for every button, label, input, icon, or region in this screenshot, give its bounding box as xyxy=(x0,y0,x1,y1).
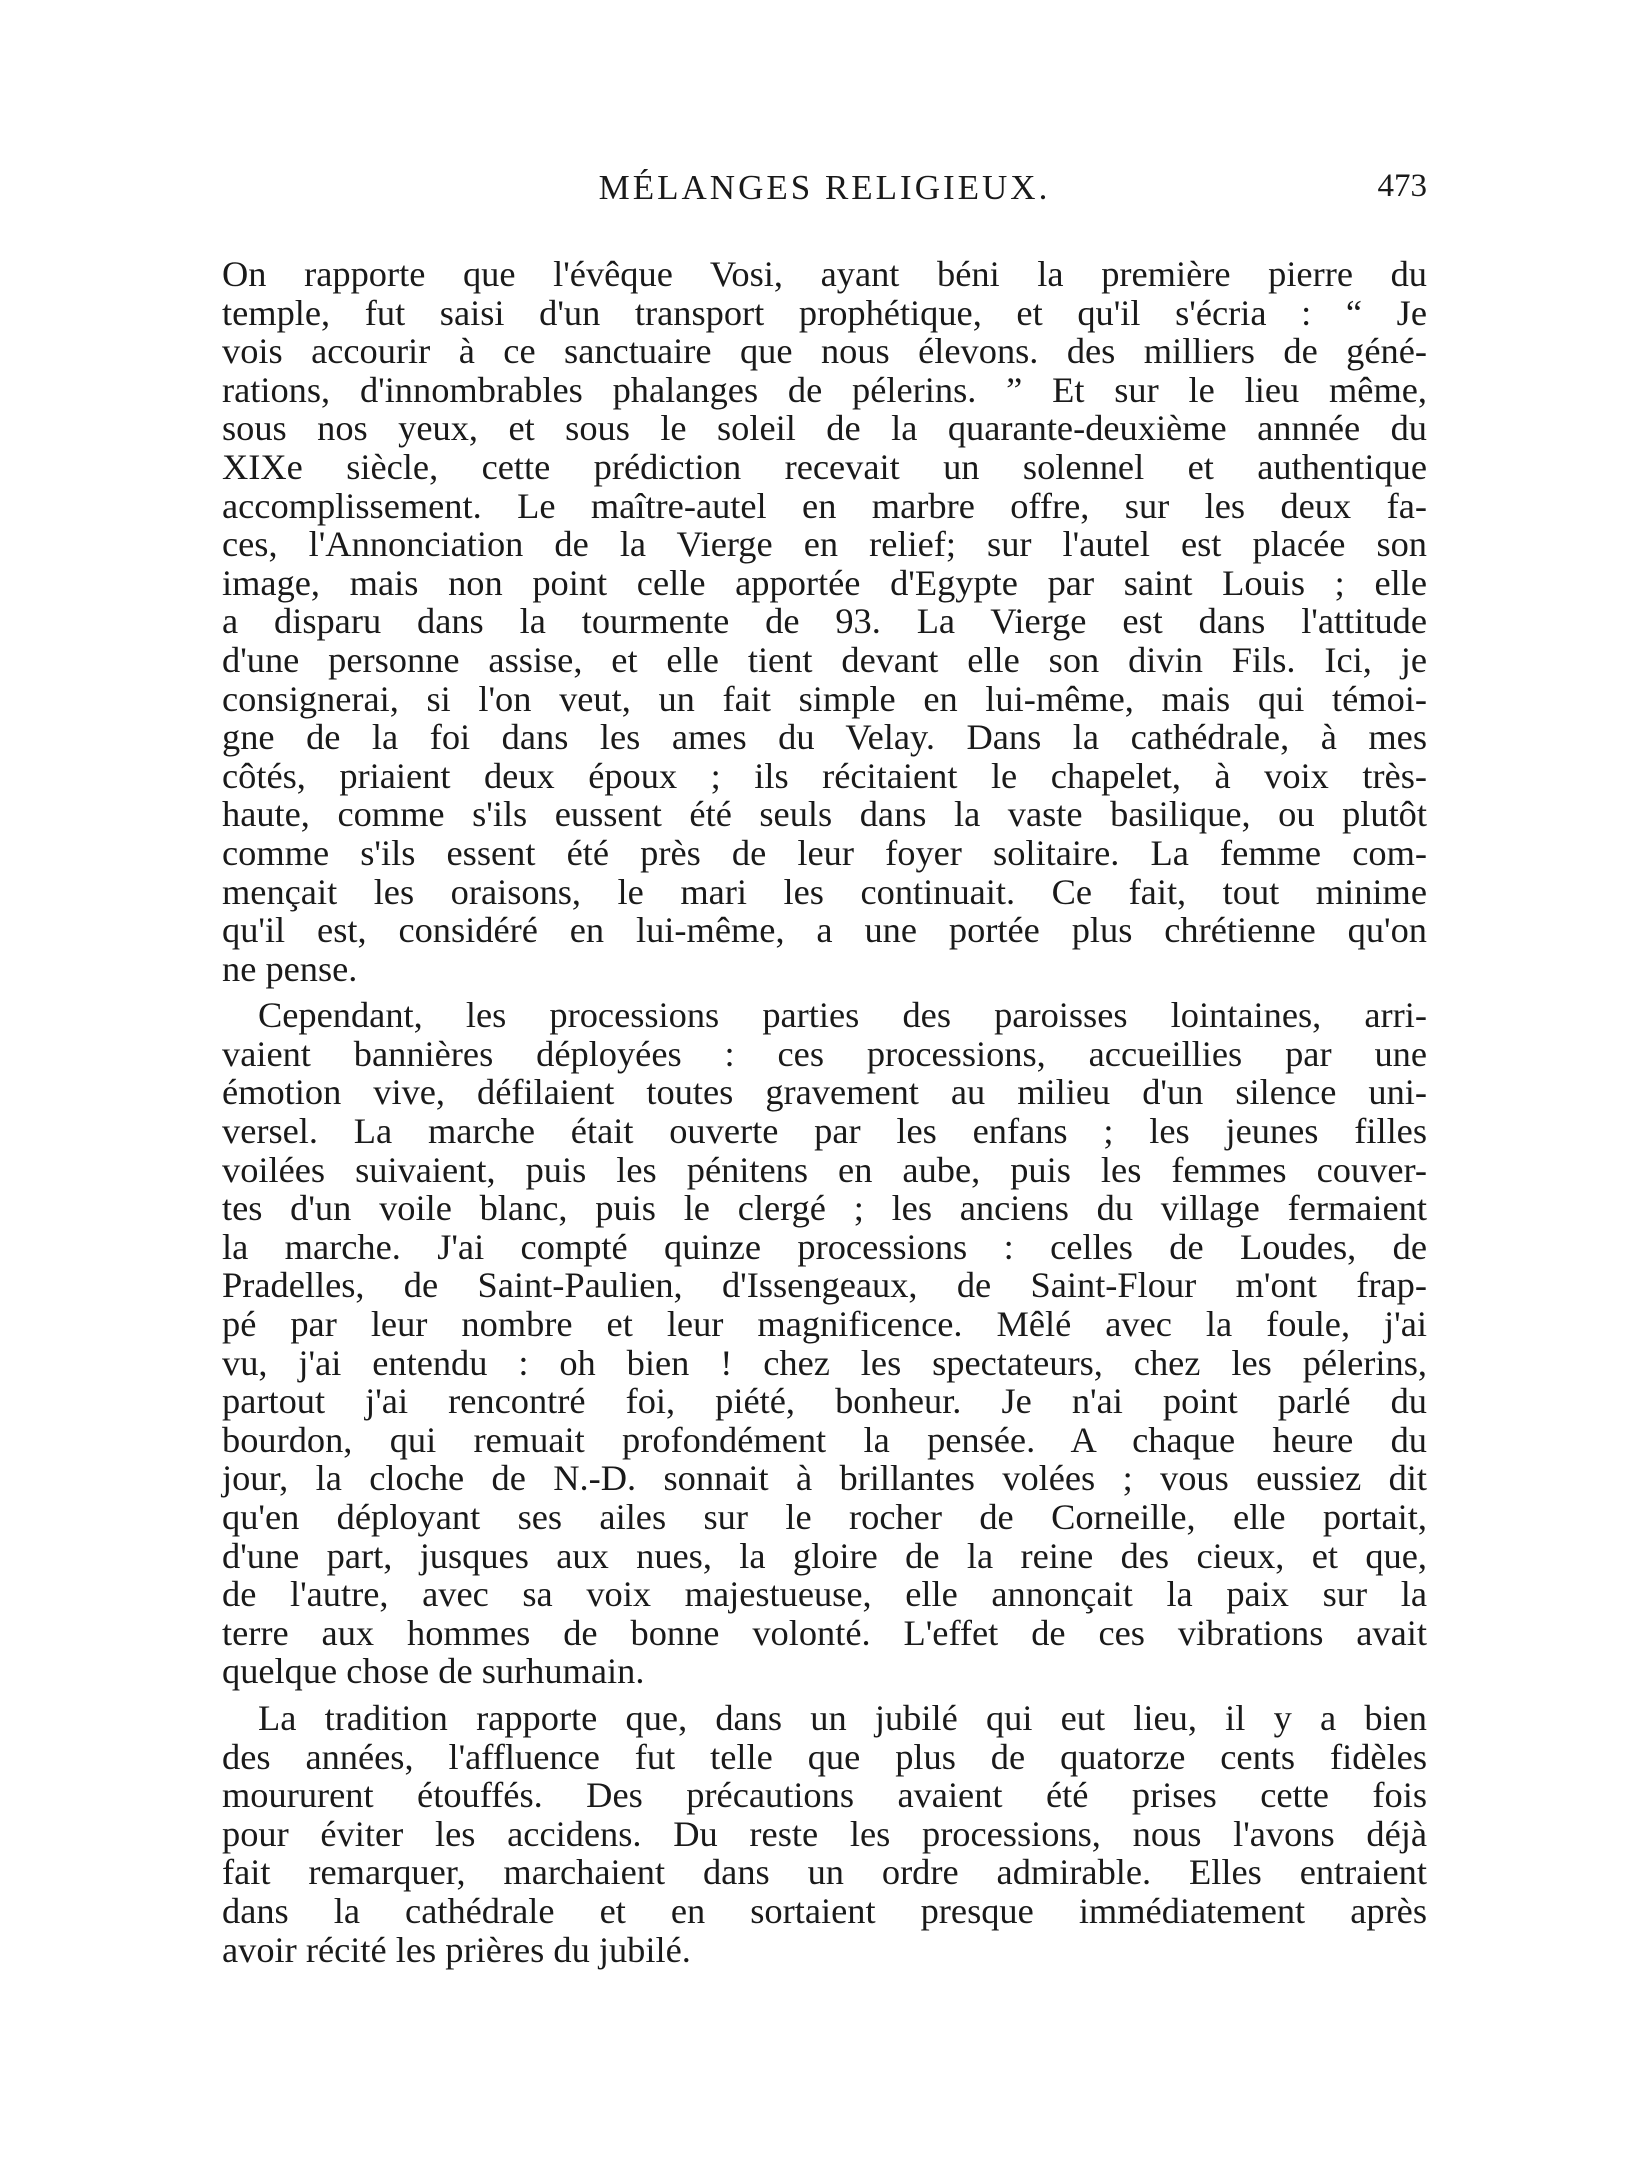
running-title: MÉLANGES RELIGIEUX. xyxy=(598,168,1051,207)
text-line: a disparu dans la tourmente de 93. La Vierge est dans l'attitude xyxy=(222,601,1427,642)
text-line: avoir récité les prières du jubilé. xyxy=(222,1929,691,1970)
text-line: vois accourir à ce sanctuaire que nous élevons. des milliers de géné- xyxy=(222,331,1427,372)
text-line: vaient bannières déployées : ces processions, accueillies par une xyxy=(222,1033,1427,1074)
text-line: côtés, priaient deux époux ; ils récitaient le chapelet, à voix très- xyxy=(222,755,1427,796)
text-line: On rapporte que l'évêque Vosi, ayant béni la première pierre du xyxy=(222,254,1427,294)
paragraph xyxy=(222,996,1427,1691)
page-header xyxy=(222,168,1427,216)
text-line: consignerai, si l'on veut, un fait simple en lui-même, mais qui témoi- xyxy=(222,678,1427,719)
text-line: pour éviter les accidens. Du reste les processions, nous l'avons déjà xyxy=(222,1813,1427,1854)
text-line: pé par leur nombre et leur magnificence. Mêlé avec la foule, j'ai xyxy=(222,1304,1427,1345)
text-line: La tradition rapporte que, dans un jubilé qui eut lieu, il y a bien xyxy=(258,1697,1427,1738)
text-line: mençait les oraisons, le mari les continuait. Ce fait, tout minime xyxy=(222,871,1427,912)
text-line: moururent étouffés. Des précautions avaient été prises cette fois xyxy=(222,1775,1427,1816)
text-line: partout j'ai rencontré foi, piété, bonheur. Je n'ai point parlé du xyxy=(222,1381,1427,1422)
text-line: comme s'ils essent été près de leur foyer solitaire. La femme com- xyxy=(222,832,1427,873)
text-line: gne de la foi dans les ames du Velay. Dans la cathédrale, à mes xyxy=(222,717,1427,758)
text-line: d'une personne assise, et elle tient devant elle son divin Fils. Ici, je xyxy=(222,639,1427,680)
text-line: dans la cathédrale et en sortaient presque immédiatement après xyxy=(222,1890,1427,1931)
text-line: rations, d'innombrables phalanges de pélerins. ” Et sur le lieu même, xyxy=(222,369,1427,410)
text-line: fait remarquer, marchaient dans un ordre admirable. Elles entraient xyxy=(222,1852,1427,1893)
text-line: de l'autre, avec sa voix majestueuse, elle annonçait la paix sur la xyxy=(222,1574,1427,1615)
text-line: Cependant, les processions parties des paroisses lointaines, arri- xyxy=(258,995,1427,1036)
text-line: des années, l'affluence fut telle que plus de quatorze cents fidèles xyxy=(222,1736,1427,1777)
text-line: accomplissement. Le maître-autel en marbre offre, sur les deux fa- xyxy=(222,485,1427,526)
text-line: qu'en déployant ses ailes sur le rocher de Corneille, elle portait, xyxy=(222,1497,1427,1537)
text-line: terre aux hommes de bonne volonté. L'effet de ces vibrations avait xyxy=(222,1612,1427,1653)
text-line: qu'il est, considéré en lui-même, a une portée plus chrétienne qu'on xyxy=(222,910,1427,951)
text-line: sous nos yeux, et sous le soleil de la quarante-deuxième annnée du xyxy=(222,408,1427,449)
text-line: ne pense. xyxy=(222,948,358,989)
text-line: quelque chose de surhumain. xyxy=(222,1651,645,1692)
text-line: tes d'un voile blanc, puis le clergé ; les anciens du village fermaient xyxy=(222,1188,1427,1229)
text-line: bourdon, qui remuait profondément la pensée. A chaque heure du xyxy=(222,1419,1427,1460)
paragraph xyxy=(222,1699,1427,1969)
page-number: 473 xyxy=(1377,168,1427,204)
text-line: la marche. J'ai compté quinze processions : celles de Loudes, de xyxy=(222,1226,1427,1267)
text-line: Pradelles, de Saint-Paulien, d'Issengeaux, de Saint-Flour m'ont frap- xyxy=(222,1265,1427,1306)
text-line: XIXe siècle, cette prédiction recevait un solennel et authentique xyxy=(222,446,1427,487)
text-line: temple, fut saisi d'un transport prophétique, et qu'il s'écria : “ Je xyxy=(222,292,1427,333)
text-line: jour, la cloche de N.-D. sonnait à brillantes volées ; vous eussiez dit xyxy=(222,1458,1427,1499)
paragraph xyxy=(222,255,1427,988)
text-line: ces, l'Annonciation de la Vierge en relief; sur l'autel est placée son xyxy=(222,524,1427,565)
text-line: image, mais non point celle apportée d'Egypte par saint Louis ; elle xyxy=(222,562,1427,603)
body-text xyxy=(222,255,1427,1969)
text-line: émotion vive, défilaient toutes gravement au milieu d'un silence uni- xyxy=(222,1072,1427,1113)
text-line: haute, comme s'ils eussent été seuls dans la vaste basilique, ou plutôt xyxy=(222,794,1427,835)
text-line: voilées suivaient, puis les pénitens en aube, puis les femmes couver- xyxy=(222,1149,1427,1190)
text-line: versel. La marche était ouverte par les enfans ; les jeunes filles xyxy=(222,1111,1427,1152)
text-line: d'une part, jusques aux nues, la gloire de la reine des cieux, et que, xyxy=(222,1535,1427,1576)
text-line: vu, j'ai entendu : oh bien ! chez les spectateurs, chez les pélerins, xyxy=(222,1342,1427,1383)
